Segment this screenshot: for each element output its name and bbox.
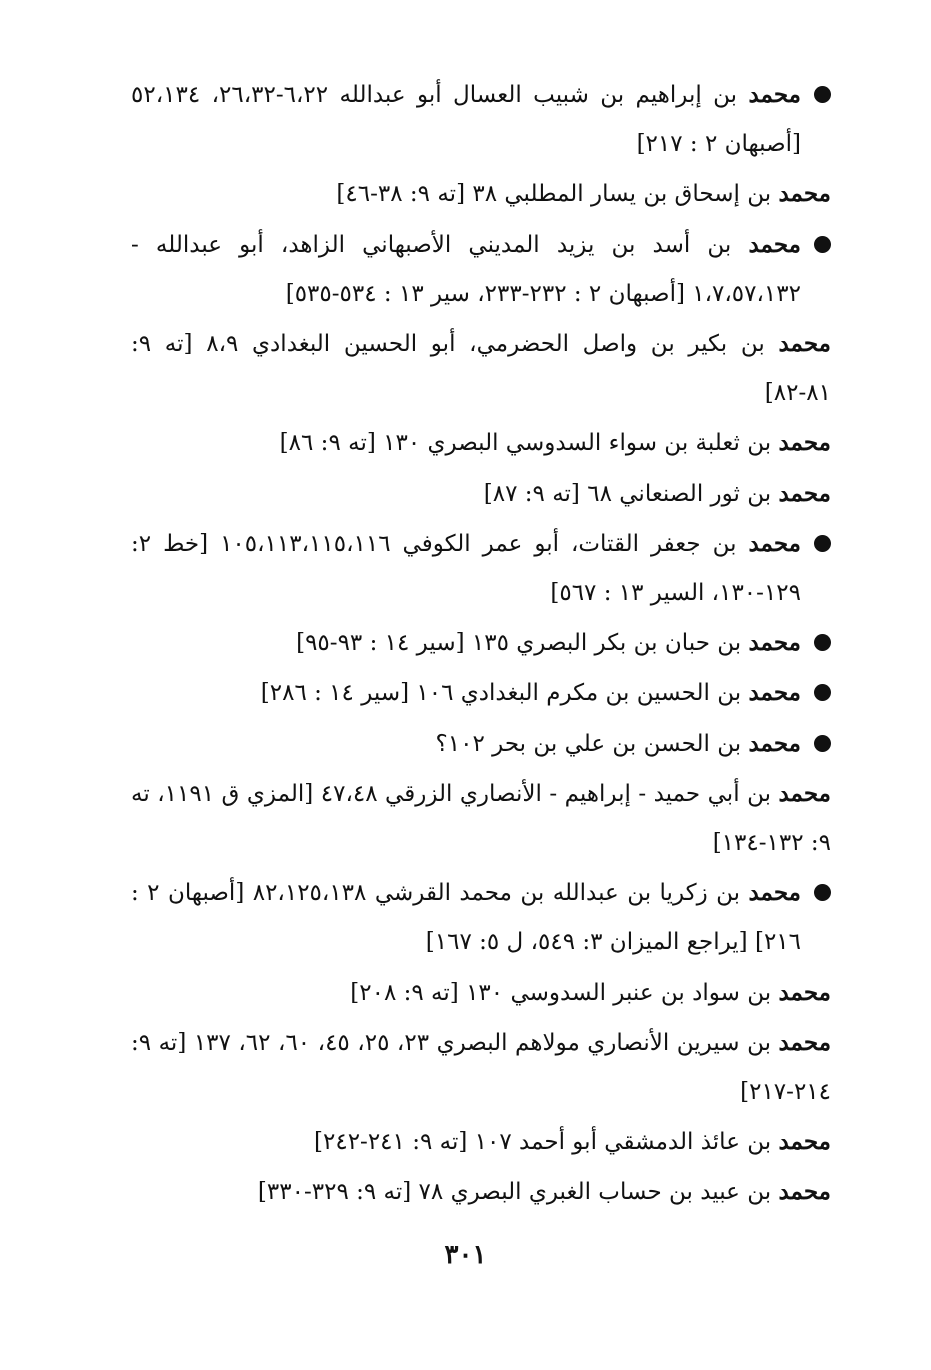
entry-text: بن ثعلبة بن سواء السدوسي البصري ١٣٠ [ته ٩: ٨٦] — [279, 430, 772, 457]
entry-text: بن حبان بن بكر البصري ١٣٥ [سير ١٤ : ٩٣-٩٥] — [296, 630, 742, 657]
entry-name: محمد — [748, 230, 801, 258]
entry-name: محمد — [778, 978, 831, 1006]
entry-name: محمد — [748, 629, 801, 657]
index-entry — [131, 70, 831, 169]
entry-text: بن أسد بن يزيد المديني الأصبهاني الزاهد، أبو عبدالله - ١،٧،٥٧،١٣٢ [أصبهان ٢ : ٢٣٢-٢٣٣، سير ١٣ : ٥٣٤-٥٣٥] — [131, 231, 801, 307]
index-entry — [131, 220, 831, 319]
entry-name: محمد — [748, 679, 801, 707]
entry-text: بن ثور الصنعاني ٦٨ [ته ٩: ٨٧] — [483, 480, 772, 507]
entry-name: محمد — [778, 429, 831, 457]
entry-name: محمد — [778, 779, 832, 807]
index-entry — [181, 618, 831, 668]
entry-text: بن إبراهيم بن شبيب العسال أبو عبدالله ٦،٢٢-٢٦،٣٢، ٥٢،١٣٤ [أصبهان ٢ : ٢١٧] — [131, 82, 801, 158]
bullet-icon — [814, 735, 831, 752]
entry-text: بن سواد بن عنبر السدوسي ١٣٠ [ته ٩: ٢٠٨] — [350, 979, 772, 1006]
name-index-list — [131, 70, 831, 1218]
index-entry — [181, 668, 831, 718]
index-entry — [131, 968, 831, 1018]
entry-text: بن إسحاق بن يسار المطلبي ٣٨ [ته ٩: ٣٨-٤٦] — [336, 181, 772, 208]
index-entry — [181, 418, 831, 468]
index-entry — [131, 868, 831, 967]
index-entry — [131, 1117, 831, 1167]
entry-text: بن سيرين الأنصاري مولاهم البصري ٢٣، ٢٥، ٤٥، ٦٠، ٦٢، ١٣٧ [ته ٩: ٢١٤-٢١٧] — [131, 1029, 831, 1106]
bullet-icon — [814, 634, 831, 651]
entry-text: بن الحسين بن مكرم البغدادي ١٠٦ [سير ١٤ : ٢٨٦] — [260, 680, 742, 707]
index-entry — [131, 769, 831, 868]
entry-name: محمد — [778, 330, 832, 358]
bullet-icon — [814, 236, 831, 253]
entry-name: محمد — [778, 1128, 831, 1156]
bullet-icon — [814, 884, 831, 901]
bullet-icon — [814, 684, 831, 701]
entry-text: بن جعفر القتات، أبو عمر الكوفي ١٠٥،١١٣،١١٥،١١٦ [خط ٢: ١٢٩-١٣٠، السير ١٣ : ٥٦٧] — [131, 530, 801, 607]
entry-text: بن عبيد بن حساب الغبري البصري ٧٨ [ته ٩: ٣٢٩-٣٣٠] — [257, 1179, 772, 1206]
entry-name: محمد — [778, 1178, 831, 1206]
entry-name: محمد — [778, 180, 831, 208]
index-entry — [131, 319, 831, 418]
index-entry — [181, 719, 831, 769]
index-entry — [131, 519, 831, 618]
page-number: ٣٠١ — [444, 1240, 487, 1270]
entry-name: محمد — [748, 81, 802, 108]
entry-text: بن أبي حميد - إبراهيم - الأنصاري الزرقي ٤٧،٤٨ [المزي ق ١١٩١، ته ٩: ١٣٢-١٣٤] — [131, 780, 831, 857]
entry-name: محمد — [778, 1028, 832, 1056]
entry-name: محمد — [778, 479, 831, 507]
bullet-icon — [814, 535, 831, 552]
index-entry — [181, 469, 831, 519]
entry-text: بن بكير بن واصل الحضرمي، أبو الحسين البغدادي ٨،٩ [ته ٩: ٨١-٨٢] — [131, 331, 831, 407]
entry-name: محمد — [748, 879, 801, 907]
entry-name: محمد — [748, 729, 801, 757]
entry-text: بن الحسن بن علي بن بحر ١٠٢؟ — [435, 730, 742, 757]
entry-text: بن زكريا بن عبدالله بن محمد القرشي ٨٢،١٢٥،١٣٨ [أصبهان ٢ : ٢١٦] [يراجع الميزان ٣: ٥٤٩، ل ٥: ١٦٧] — [131, 880, 801, 956]
index-entry — [131, 1018, 831, 1117]
entry-text: بن عائذ الدمشقي أبو أحمد ١٠٧ [ته ٩: ٢٤١-٢٤٢] — [314, 1129, 772, 1156]
entry-name: محمد — [748, 529, 801, 557]
index-entry — [131, 169, 831, 219]
index-entry — [131, 1167, 831, 1217]
bullet-icon — [814, 86, 831, 103]
